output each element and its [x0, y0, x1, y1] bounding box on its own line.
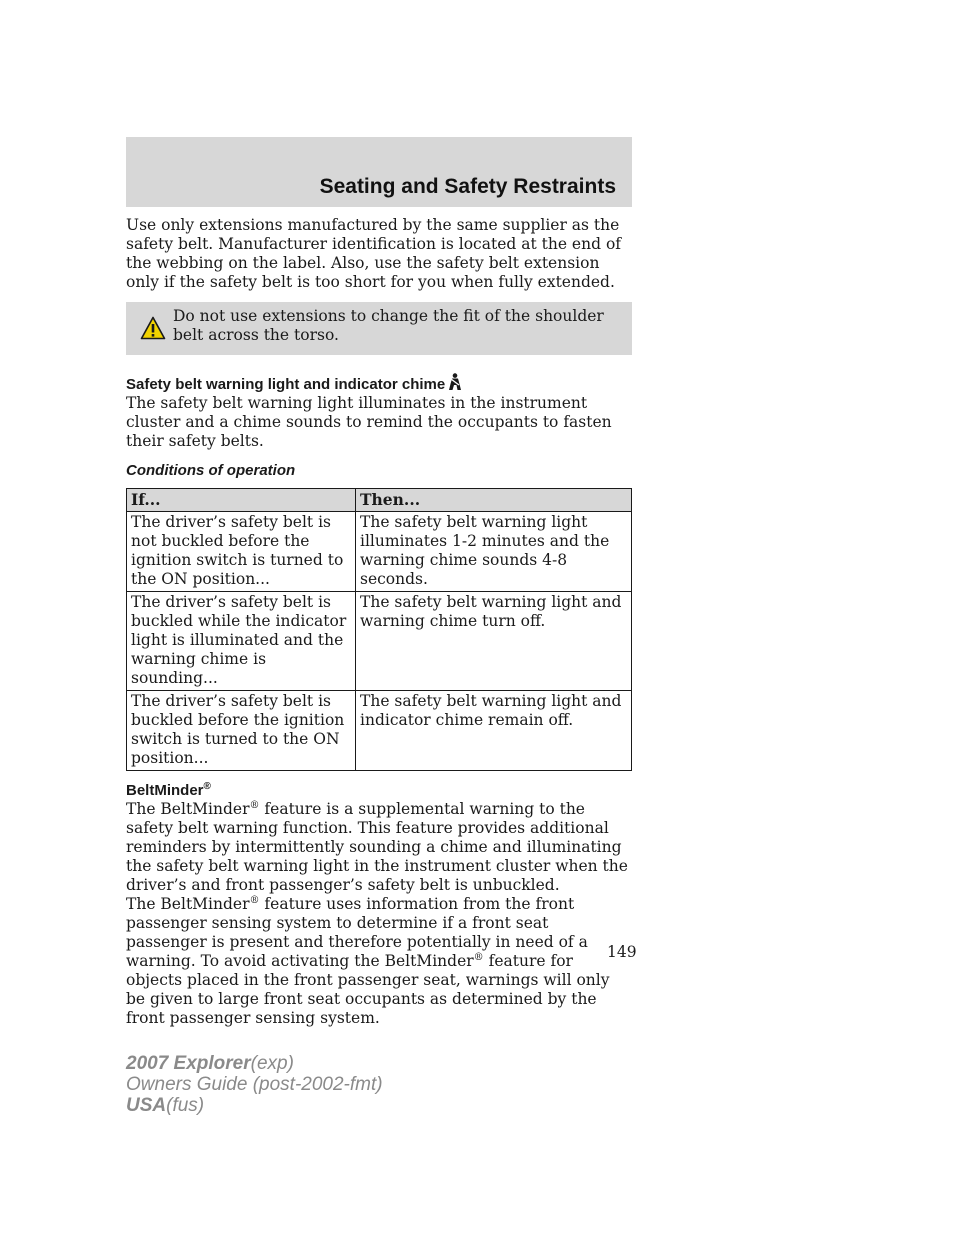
beltminder-paragraph-1	[126, 800, 632, 895]
belt-warning-heading-text: Safety belt warning light and indicator chime	[126, 376, 446, 393]
header-band	[126, 137, 632, 207]
footer-market: USA	[126, 1095, 167, 1116]
belt-warning-paragraph: The safety belt warning light illuminates in the instrument cluster and a chime sounds to remind the occupants to fasten their safety belts.	[126, 394, 612, 450]
cell-then: The safety belt warning light and warning chime turn off.	[356, 592, 632, 691]
registered-mark: ®	[473, 951, 484, 963]
cell-if: The driver’s safety belt is buckled while the indicator light is illuminated and the warning chime is sounding...	[127, 592, 356, 691]
text-run: The	[126, 895, 161, 913]
column-header-if: If...	[127, 489, 356, 512]
warning-text: Do not use extensions to change the fit of the shoulder belt across the torso.	[173, 307, 604, 344]
page-content	[126, 216, 632, 1028]
beltminder-word: BeltMinder	[160, 800, 250, 818]
beltminder-heading	[126, 781, 632, 800]
belt-warning-heading	[126, 373, 632, 394]
table-row	[127, 512, 632, 592]
cell-if: The driver’s safety belt is not buckled before the ignition switch is turned to the ON position...	[127, 512, 356, 592]
text-run: The	[126, 800, 161, 818]
text-run: feature for objects placed in the front passenger seat, warnings will only be given to large front seat occupants as determined by the front passenger sensing system.	[126, 952, 610, 1027]
beltminder-word: BeltMinder	[384, 952, 474, 970]
warning-box	[126, 302, 632, 355]
registered-mark: ®	[249, 799, 260, 811]
seatbelt-icon	[447, 373, 463, 391]
intro-paragraph: Use only extensions manufactured by the same supplier as the safety belt. Manufacturer identification is located at the end of the webbing on the label. Also, use the safety belt extension only if the safety belt is too short for you when fully extended.	[126, 216, 622, 291]
footer-market-code: (fus)	[166, 1095, 205, 1116]
beltminder-heading-text: BeltMinder	[126, 782, 204, 799]
footer-line-2: Owners Guide (post-2002-fmt)	[126, 1074, 383, 1095]
cell-if: The driver’s safety belt is buckled before the ignition switch is turned to the ON position...	[127, 691, 356, 771]
table-row	[127, 592, 632, 691]
footer-model: 2007 Explorer	[126, 1053, 251, 1074]
registered-mark: ®	[249, 894, 260, 906]
text-run: feature is a supplemental warning to the safety belt warning function. This feature provides additional reminders by intermittently sounding a chime and illuminating the safety belt warning light in the instrument cluster when the driver’s and front passenger’s safety belt is unbuckled.	[126, 800, 628, 894]
registered-mark: ®	[203, 781, 211, 792]
cell-then: The safety belt warning light and indicator chime remain off.	[356, 691, 632, 771]
conditions-table	[126, 488, 632, 771]
page-number: 149	[607, 943, 637, 961]
cell-then: The safety belt warning light illuminates 1-2 minutes and the warning chime sounds 4-8 seconds.	[356, 512, 632, 592]
document-footer	[126, 1053, 383, 1116]
beltminder-word: BeltMinder	[160, 895, 250, 913]
conditions-heading: Conditions of operation	[126, 462, 296, 479]
page-section-title: Seating and Safety Restraints	[319, 175, 616, 198]
footer-line-3	[126, 1095, 383, 1116]
table-header-row	[127, 489, 632, 512]
text-run: feature uses information from the front passenger sensing system to determine if a front seat passenger is present and therefore potentially in need of a warning. To avoid activating the	[126, 895, 588, 970]
column-header-then: Then...	[356, 489, 632, 512]
beltminder-paragraph-2	[126, 895, 632, 1028]
footer-line-1	[126, 1053, 383, 1074]
footer-model-code: (exp)	[250, 1053, 294, 1074]
warning-triangle-icon	[140, 316, 166, 340]
table-row	[127, 691, 632, 771]
